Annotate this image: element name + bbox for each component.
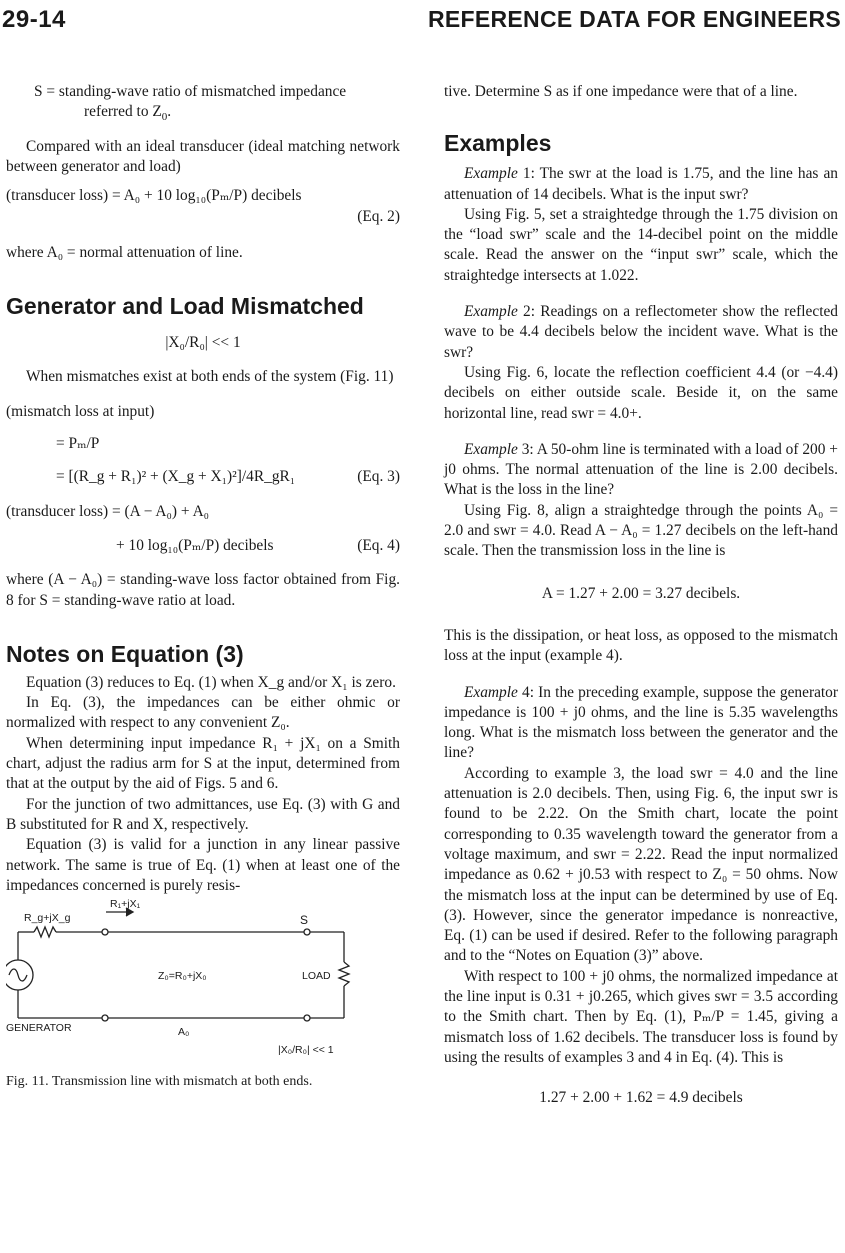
eq4-formula: + 10 log₁₀(Pₘ/P) decibels	[116, 536, 274, 554]
notes-paragraph-5: Equation (3) is valid for a junction in any linear passive network. The same is true of Eq. (1) when at least one of the impedances concerned is purely resis-	[6, 836, 400, 894]
figure-11-circuit	[6, 898, 400, 1066]
s-definition-line1: S = standing-wave ratio of mismatched impedance	[34, 83, 347, 100]
eq3-line2	[6, 467, 400, 487]
example-2-solution: Using Fig. 6, locate the reflection coefficient 4.4 (or −4.4) decibels on either outside scale. Beside it, on the same horizontal line, read swr = 4.0+.	[444, 363, 838, 422]
heading-notes-eq3: Notes on Equation (3)	[6, 640, 244, 667]
example-1: Example 1: The swr at the load is 1.75, and the line has an attenuation of 14 decibels. What is the input swr?	[444, 165, 838, 203]
example-3-followup: This is the dissipation, or heat loss, as opposed to the mismatch loss at the input (example 4).	[444, 626, 838, 665]
condition-formula: |X₀/R₀| << 1	[165, 334, 241, 352]
page-number: 29-14	[2, 6, 66, 33]
notes-paragraph-1: Equation (3) reduces to Eq. (1) when X_g and/or X₁ is zero.	[26, 673, 396, 691]
z0-label: Z₀=R₀+jX₀	[158, 970, 207, 983]
where-a0: where A₀ = normal attenuation of line.	[6, 243, 243, 261]
example-3: Example 3: A 50-ohm line is terminated with a load of 200 + j0 ohms. The normal attenuation of the line is 2.00 decibels. What is the loss in the line?	[444, 440, 838, 499]
notes-paragraph-2: In Eq. (3), the impedances can be either ohmic or normalized with respect to any convenient Z₀.	[6, 694, 400, 732]
eq3-line1: = Pₘ/P	[56, 435, 100, 453]
final-equation: 1.27 + 2.00 + 1.62 = 4.9 decibels	[539, 1089, 743, 1107]
a0-label: A₀	[178, 1026, 190, 1039]
eq4-line2	[6, 536, 400, 556]
notes-paragraph-3: When determining input impedance R₁ + jX₁ on a Smith chart, adjust the radius arm for S at the input, determined from that at the output by the aid of Figs. 5 and 6.	[6, 734, 400, 793]
generator-label: GENERATOR	[6, 1022, 72, 1035]
figure-11-caption: Fig. 11. Transmission line with mismatch at both ends.	[6, 1074, 313, 1090]
example-1-solution: Using Fig. 5, set a straightedge through the 1.75 division on the “load swr” scale and the 14-decibel point on the middle scale. Read the answer on the “input swr” scale, which the straightedge intersects at 1.022.	[444, 205, 838, 284]
heading-examples: Examples	[444, 130, 552, 157]
s-label: S	[300, 913, 309, 928]
page-header	[0, 6, 845, 36]
right-column	[444, 82, 838, 1108]
eq2-formula: (transducer loss) = A₀ + 10 log₁₀(Pₘ/P) decibels	[6, 187, 302, 205]
rg-jxg-label: R_g+jX_g	[24, 912, 71, 925]
example-4-solution-1: According to example 3, the load swr = 4.0 and the line attenuation is 2.0 decibels. Then, using Fig. 6, the input swr is found to be 2.22. On the Smith chart, locate the point corresponding to 0.35 wavelength toward the generator from a voltage maximum, and swr = 2.22. Read the input normalized impedance as 0.62 + j0.53 with respect to Z₀ = 50 ohms. Now the mismatch loss at the input can be determined by use of Eq. (3). However, since the generator impedance is nonreactive, Eq. (1) can be used if desired. Refer to the following paragraph and to the “Notes on Equation (3)” above.	[444, 764, 838, 965]
example-2: Example 2: Readings on a reflectometer show the reflected wave to be 4.4 decibels below the incident wave. What is the swr?	[444, 303, 838, 361]
mismatch-loss-label: (mismatch loss at input)	[6, 402, 155, 420]
example-4: Example 4: In the preceding example, suppose the generator impedance is 100 + j0 ohms, and the line is 5.35 wavelengths long. What is the mismatch loss between the generator and the line?	[444, 683, 838, 762]
eq4-line1: (transducer loss) = (A − A₀) + A₀	[6, 502, 210, 520]
eq3-tag: (Eq. 3)	[357, 468, 400, 486]
compared-paragraph: Compared with an ideal transducer (ideal matching network between generator and load)	[6, 137, 400, 175]
cond-label: |X₀/R₀| << 1	[278, 1044, 334, 1057]
load-label: LOAD	[302, 970, 331, 983]
left-column	[6, 82, 400, 1092]
eq2-tag: (Eq. 2)	[357, 207, 400, 225]
continuation-text: tive. Determine S as if one impedance were that of a line.	[444, 83, 798, 100]
eq4-tag: (Eq. 4)	[357, 536, 400, 554]
r1-jx1-label: R₁+jX₁	[110, 898, 141, 911]
notes-paragraph-4: For the junction of two admittances, use Eq. (3) with G and B substituted for R and X, respectively.	[6, 795, 400, 833]
s-definition-line2: referred to $Z_0$.	[84, 103, 172, 124]
where-a-a0: where (A − A₀) = standing-wave loss factor obtained from Fig. 8 for S = standing-wave ratio at load.	[6, 571, 400, 609]
running-title: REFERENCE DATA FOR ENGINEERS	[427, 6, 841, 32]
eq3-formula: = [(R_g + R₁)² + (X_g + X₁)²]/4R_gR₁	[56, 468, 296, 486]
example-4-solution-2: With respect to 100 + j0 ohms, the normalized impedance at the line input is 0.31 + j0.265, which gives swr = 3.5 according to the Smith chart. Then by Eq. (1), Pₘ/P = 1.45, giving a mismatch loss of 1.62 decibels. The transducer loss is found by using the results of examples 3 and 4 in Eq. (4). This is	[444, 967, 838, 1066]
heading-generator-load: Generator and Load Mismatched	[6, 293, 364, 320]
example-3-solution: Using Fig. 8, align a straightedge through the points A₀ = 2.0 and swr = 4.0. Read A − A₀ = 1.27 decibels on the left-hand scale. Then the transmission loss in the line is	[444, 501, 838, 560]
example-3-equation: A = 1.27 + 2.00 = 3.27 decibels.	[541, 584, 741, 602]
when-mismatch-paragraph: When mismatches exist at both ends of the system (Fig. 11)	[26, 368, 394, 386]
